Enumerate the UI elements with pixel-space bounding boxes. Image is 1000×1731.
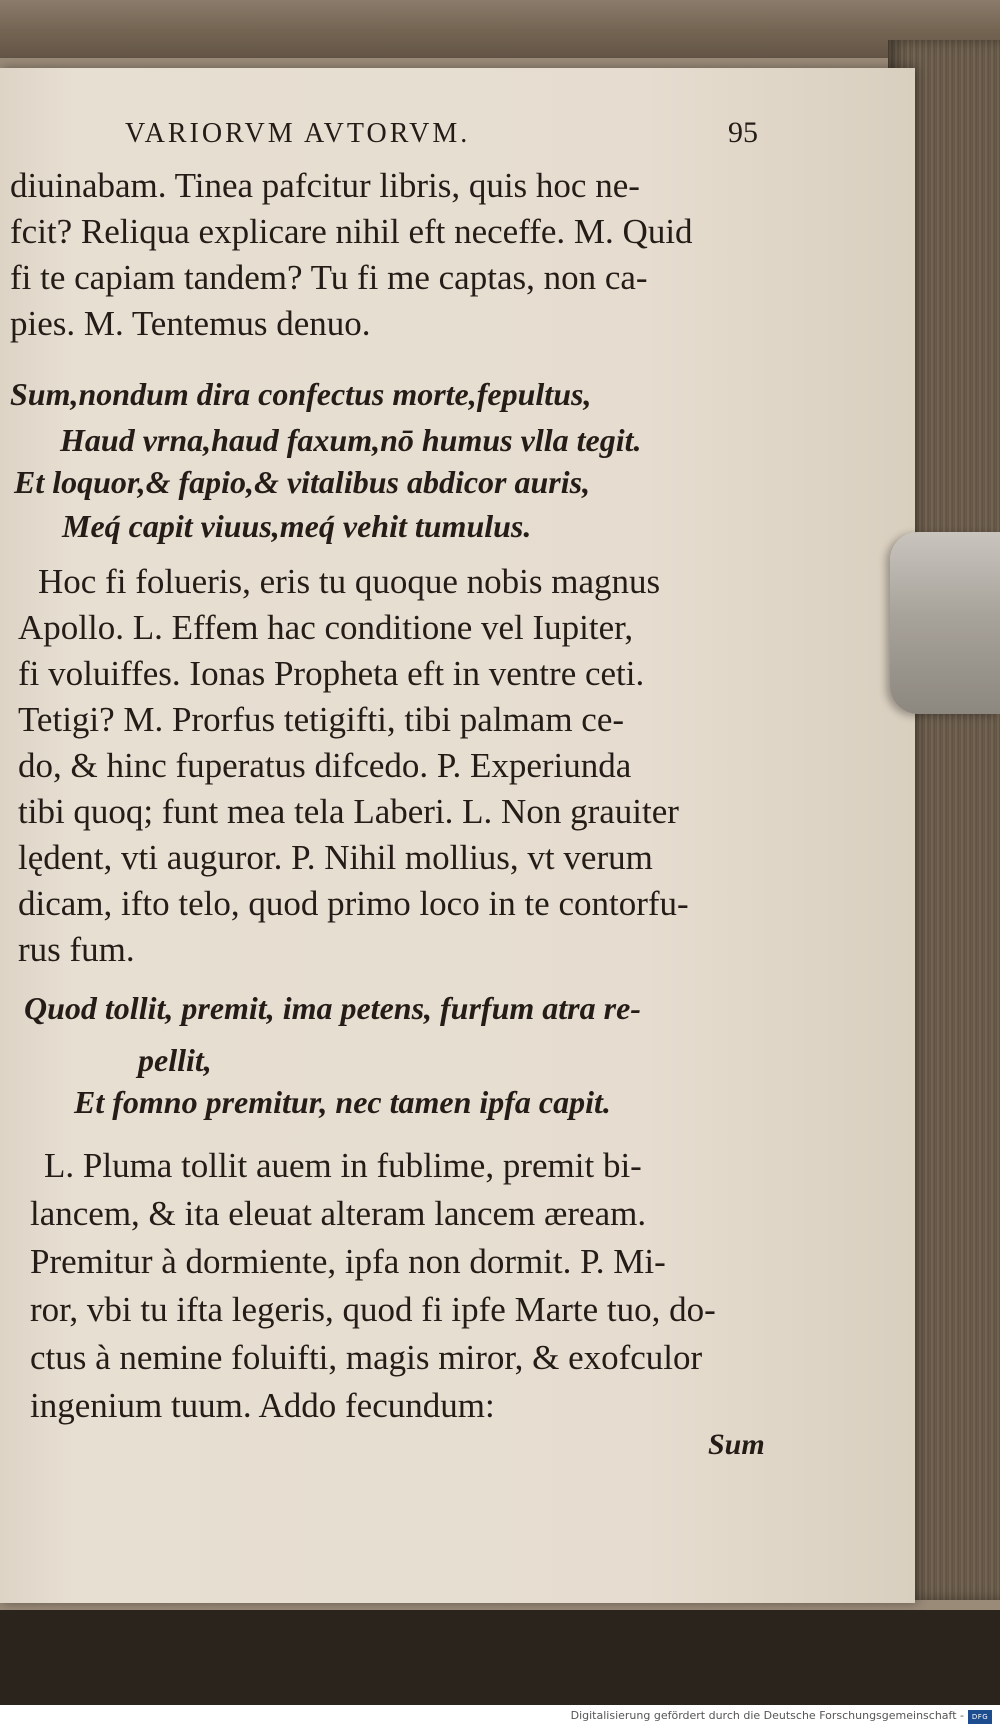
paragraph-2-line-5: do, & hinc fuperatus difcedo. P. Experiunda	[18, 746, 632, 785]
verse-2-line-2: pellit,	[138, 1042, 212, 1078]
verse-1-line-4: Meq́ capit viuus,meq́ vehit tumulus.	[62, 508, 532, 544]
paragraph-2-line-9: rus fum.	[18, 930, 135, 969]
paragraph-2-line-7: lędent, vti auguror. P. Nihil mollius, vt verum	[18, 838, 653, 877]
paragraph-1-line-2: fcit? Reliqua explicare nihil eft neceffe. M. Quid	[10, 212, 693, 251]
page-number: 95	[728, 116, 758, 149]
paragraph-1-line-1: diuinabam. Tinea pafcitur libris, quis hoc ne-	[10, 166, 640, 205]
page-holder-clip	[890, 532, 1000, 714]
funding-credit: Digitalisierung gefördert durch die Deutsche Forschungsgemeinschaft -	[570, 1709, 964, 1722]
paragraph-3-line-6: ingenium tuum. Addo fecundum:	[30, 1386, 495, 1425]
verse-2-line-3: Et fomno premitur, nec tamen ipfa capit.	[74, 1084, 611, 1120]
verse-1-line-3: Et loquor,& fapio,& vitalibus abdicor auris,	[14, 464, 591, 500]
digitization-footer	[0, 1705, 1000, 1731]
paragraph-3-line-2: lancem, & ita eleuat alteram lancem æream.	[30, 1194, 647, 1233]
paragraph-1-line-4: pies. M. Tentemus denuo.	[10, 304, 371, 343]
running-head: VARIORVM AVTORVM.	[125, 118, 471, 149]
scan-background	[0, 1610, 1000, 1705]
paragraph-2-line-8: dicam, ifto telo, quod primo loco in te contorfu-	[18, 884, 689, 923]
dfg-logo: DFG	[968, 1710, 992, 1724]
verse-1-line-1: Sum,nondum dira confectus morte,fepultus,	[10, 376, 592, 412]
paragraph-2-line-2: Apollo. L. Effem hac conditione vel Iupiter,	[18, 608, 634, 647]
paragraph-1-line-3: fi te capiam tandem? Tu fi me captas, non ca-	[10, 258, 648, 297]
verse-2-line-1: Quod tollit, premit, ima petens, furfum atra re-	[24, 990, 641, 1026]
paragraph-3-line-3: Premitur à dormiente, ipfa non dormit. P. Mi-	[30, 1242, 666, 1281]
paragraph-3-line-4: ror, vbi tu ifta legeris, quod fi ipfe Marte tuo, do-	[30, 1290, 716, 1329]
paragraph-3-line-1: L. Pluma tollit auem in fublime, premit bi-	[44, 1146, 642, 1185]
paragraph-2-line-3: fi voluiffes. Ionas Propheta eft in ventre ceti.	[18, 654, 645, 693]
paragraph-2-line-6: tibi quoq; funt mea tela Laberi. L. Non grauiter	[18, 792, 679, 831]
verse-1-line-2: Haud vrna,haud faxum,nō humus vlla tegit.	[60, 422, 642, 458]
paragraph-2-line-1: Hoc fi folueris, eris tu quoque nobis magnus	[38, 562, 661, 601]
catchword: Sum	[708, 1428, 765, 1461]
paragraph-2-line-4: Tetigi? M. Prorfus tetigifti, tibi palmam ce-	[18, 700, 625, 739]
paragraph-3-line-5: ctus à nemine foluifti, magis miror, & exofculor	[30, 1338, 703, 1377]
